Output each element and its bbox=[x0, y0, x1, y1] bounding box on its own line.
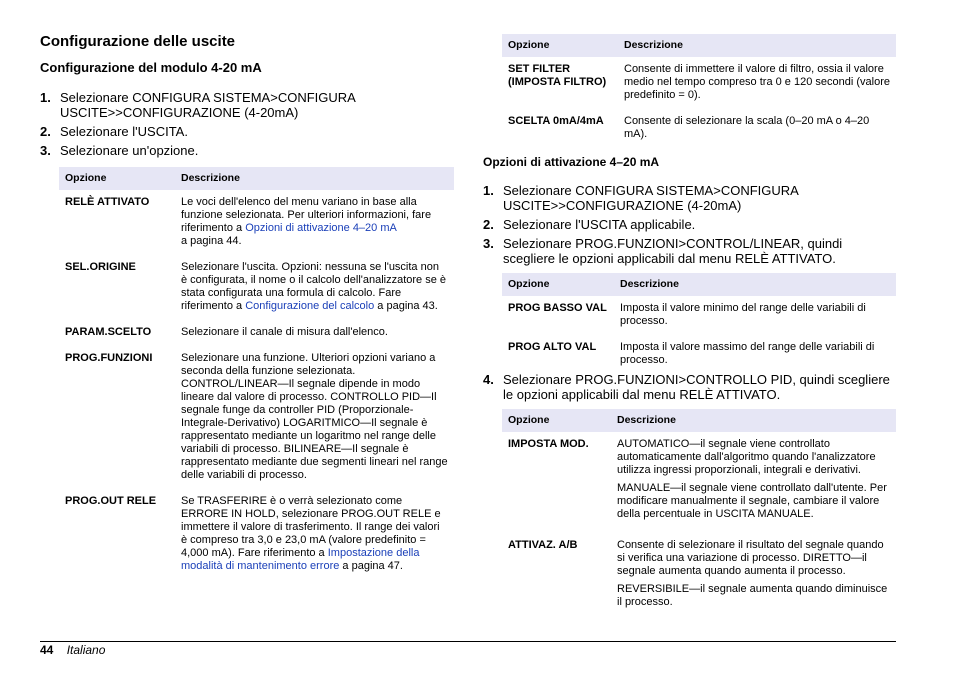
subsection-title: Configurazione del modulo 4-20 mA bbox=[40, 60, 262, 75]
subsection-title: Opzioni di attivazione 4–20 mA bbox=[483, 155, 660, 169]
option-name: PROG.FUNZIONI bbox=[65, 352, 153, 364]
table-row bbox=[59, 190, 454, 255]
option-name: PROG ALTO VAL bbox=[508, 341, 597, 353]
step-1: 1. Selezionare CONFIGURA SISTEMA>CONFIGURA USCITE>>CONFIGURAZIONE (4-20mA) bbox=[40, 90, 356, 120]
table-row bbox=[502, 533, 896, 621]
table-row bbox=[502, 109, 896, 148]
page-number: 44 bbox=[40, 643, 54, 657]
table-header-row bbox=[502, 409, 896, 432]
column-header: Opzione bbox=[502, 273, 614, 296]
step-4: 4. Selezionare PROG.FUNZIONI>CONTROLLO PID, quindi scegliere le opzioni applicabili dal menu RELÈ ATTIVATO. bbox=[483, 372, 890, 402]
table-row bbox=[59, 255, 454, 320]
option-description: Selezionare una funzione. Ulteriori opzioni variano a seconda della funzione selezionata. CONTROL/LINEAR—Il segnale dipende in modo lineare dal valore di processo. CONTROLLO PID—Il segnale funge da controller PID (Proporzionale-Integrale-Derivativo) LOGARITMICO—Il segnale è rappresentato mediante un logaritmo nel range delle variabili di processo. BILINEARE—Il segnale è rappresentato mediante due segmenti lineari nel range delle variabili di processo. bbox=[181, 352, 448, 481]
option-description: Le voci dell'elenco del menu variano in base alla funzione selezionata. Per ulteriori informazioni, fare riferimento a Opzioni di attivazione 4–20 mA a pagina 44. bbox=[181, 196, 432, 247]
column-header: Opzione bbox=[502, 409, 611, 432]
step-2: 2. Selezionare l'USCITA. bbox=[40, 124, 188, 139]
pid-options-table bbox=[502, 409, 896, 621]
table-header-row bbox=[502, 34, 896, 57]
cross-reference-link[interactable]: Opzioni di attivazione 4–20 mA bbox=[245, 222, 397, 234]
table-header-row bbox=[502, 273, 896, 296]
option-description: AUTOMATICO—il segnale viene controllato automaticamente dall'algoritmo quando l'analizzatore utilizza ingressi proporzionali, integrali e derivativi. MANUALE—il segnale viene controllato dall'utente. Per modificare manualmente il segnale, cambiare il valore della percentuale in USCITA MANUALE. bbox=[617, 438, 887, 520]
option-description: Imposta il valore massimo del range delle variabili di processo. bbox=[620, 341, 875, 366]
option-description: Consente di selezionare il risultato del segnale quando si verifica una variazione di processo. DIRETTO—il segnale aumenta quando aumenta il processo. REVERSIBILE—il segnale aumenta quando diminuisce il processo. bbox=[617, 539, 888, 608]
column-header: Descrizione bbox=[614, 273, 896, 296]
option-name: SET FILTER (IMPOSTA FILTRO) bbox=[508, 63, 607, 88]
page-footer bbox=[40, 643, 105, 657]
option-description: Se TRASFERIRE è o verrà selezionato come ERRORE IN HOLD, selezionare PROG.OUT RELE e immettere il valore di trasferimento. Il range dei valori è compreso tra 3,0 e 23,0 mA (valore predefinito = 4,000 mA). Fare riferimento a Impostazione della modalità di mantenimento errore a pagina 47. bbox=[181, 495, 441, 572]
column-header: Opzione bbox=[502, 34, 618, 57]
step-3: 3. Selezionare un'opzione. bbox=[40, 143, 199, 158]
option-description: Imposta il valore minimo del range delle variabili di processo. bbox=[620, 302, 866, 327]
step-1: 1. Selezionare CONFIGURA SISTEMA>CONFIGURA USCITE>>CONFIGURAZIONE (4-20mA) bbox=[483, 183, 799, 213]
column-header: Descrizione bbox=[618, 34, 896, 57]
table-row bbox=[502, 57, 896, 109]
column-header: Opzione bbox=[59, 167, 175, 190]
option-description: Selezionare il canale di misura dall'elenco. bbox=[181, 326, 388, 338]
section-title: Configurazione delle uscite bbox=[40, 33, 236, 50]
step-3: 3. Selezionare PROG.FUNZIONI>CONTROL/LINEAR, quindi scegliere le opzioni applicabili dal menu RELÈ ATTIVATO. bbox=[483, 236, 843, 266]
cross-reference-link[interactable]: Impostazione della modalità di mantenimento errore bbox=[181, 547, 420, 572]
option-name: PROG BASSO VAL bbox=[508, 302, 607, 314]
step-2: 2. Selezionare l'USCITA applicabile. bbox=[483, 217, 696, 232]
footer-language: Italiano bbox=[66, 643, 106, 657]
option-name: ATTIVAZ. A/B bbox=[508, 539, 578, 551]
column-header: Descrizione bbox=[175, 167, 454, 190]
table-row bbox=[502, 296, 896, 335]
table-row bbox=[59, 489, 454, 580]
linear-options-table bbox=[502, 273, 896, 374]
footer-divider bbox=[40, 641, 896, 642]
table-row bbox=[59, 320, 454, 346]
option-name: SEL.ORIGINE bbox=[65, 261, 136, 273]
filter-options-table bbox=[502, 34, 896, 148]
cross-reference-link[interactable]: Configurazione del calcolo bbox=[245, 300, 375, 312]
table-row bbox=[59, 346, 454, 489]
table-row bbox=[502, 335, 896, 374]
option-description: Consente di immettere il valore di filtro, ossia il valore medio nel tempo compreso tra 0 e 120 secondi (valore predefinito = 0). bbox=[624, 63, 890, 101]
option-name: PARAM.SCELTO bbox=[65, 326, 152, 338]
option-name: RELÈ ATTIVATO bbox=[65, 196, 150, 208]
table-header-row bbox=[59, 167, 454, 190]
table-row bbox=[502, 432, 896, 533]
option-description: Consente di selezionare la scala (0–20 mA o 4–20 mA). bbox=[624, 115, 870, 140]
option-name: PROG.OUT RELE bbox=[65, 495, 157, 507]
option-name: SCELTA 0mA/4mA bbox=[508, 115, 604, 127]
option-name: IMPOSTA MOD. bbox=[508, 438, 589, 450]
options-table bbox=[59, 167, 454, 580]
option-description: Selezionare l'uscita. Opzioni: nessuna se l'uscita non è configurata, il nome o il calcolo dell'analizzatore se è stata configurata una formula di calcolo. Fare riferimento a Configurazione del calcolo a pagina 43. bbox=[181, 261, 447, 312]
column-header: Descrizione bbox=[611, 409, 896, 432]
